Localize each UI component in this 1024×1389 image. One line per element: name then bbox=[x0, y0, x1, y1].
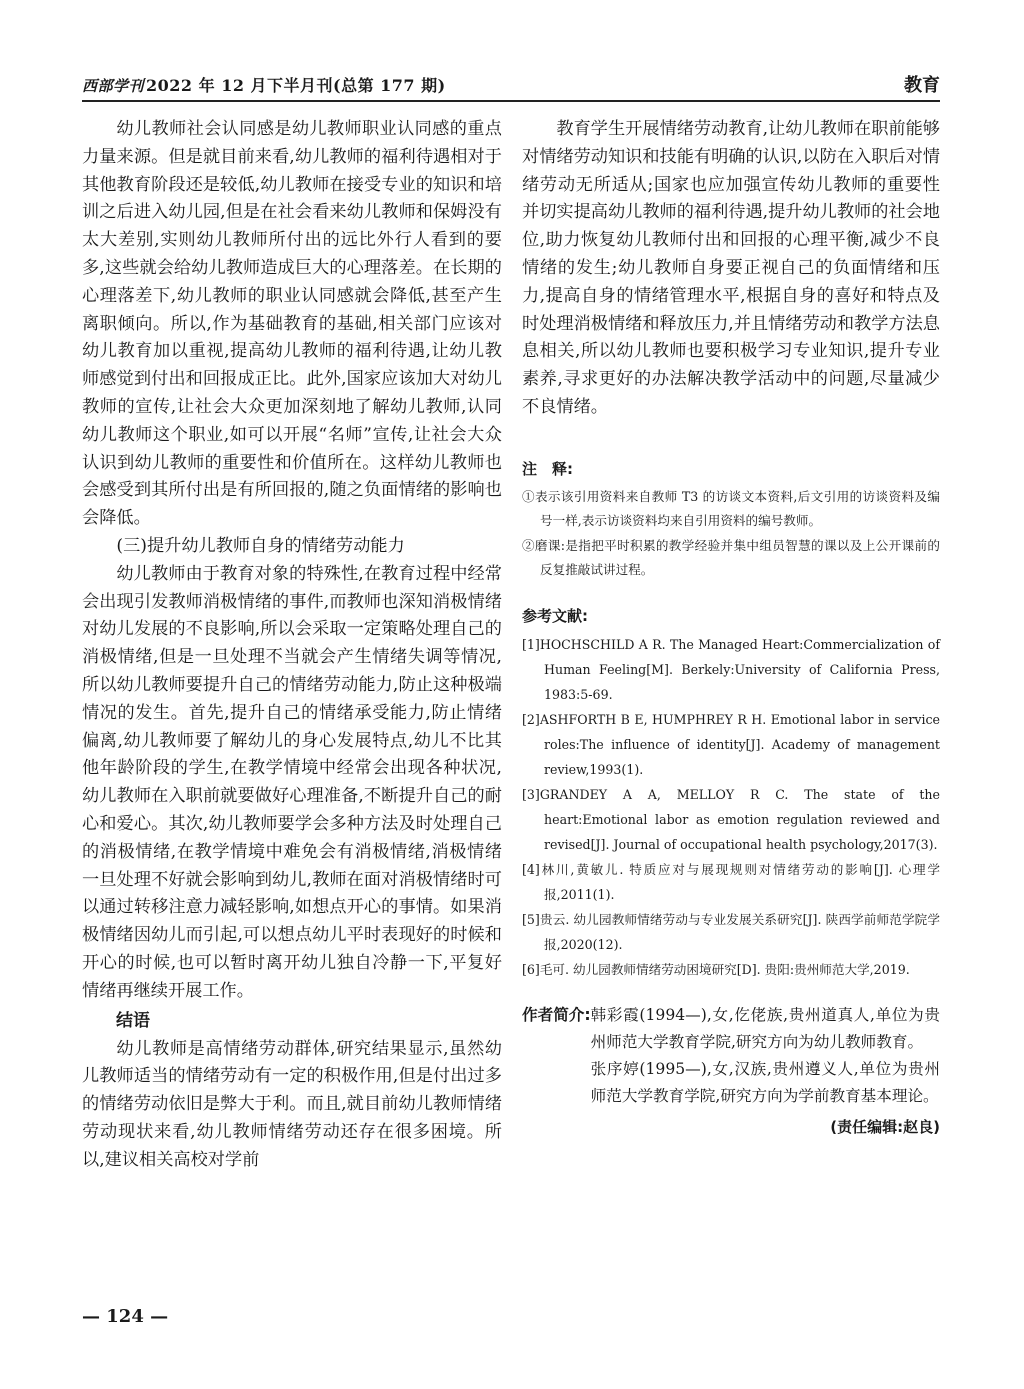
reference-item: [3]GRANDEY A A, MELLOY R C. The state of the heart:Emotional labor as emotion regulation reviewed and revised[J]. Journal of occupational health psychology,2017(3). bbox=[522, 786, 940, 852]
author-entry: 韩彩霞(1994—),女,仡佬族,贵州道真人,单位为贵州师范大学教育学院,研究方向为幼儿教师教育。 bbox=[590, 1005, 940, 1051]
journal-issue bbox=[82, 73, 446, 96]
running-header bbox=[82, 70, 940, 98]
notes-title: 注 释: bbox=[522, 459, 573, 478]
notes-list bbox=[522, 485, 940, 583]
issue-info: 2022 年 12 月下半月刊(总第 177 期) bbox=[146, 75, 446, 95]
page-number: — 124 — bbox=[82, 1306, 169, 1327]
reference-item: [2]ASHFORTH B E, HUMPHREY R H. Emotional labor in service roles:The influence of identity[J]. Academy of management review,1993(1). bbox=[522, 711, 940, 777]
conclusion-heading: 结语 bbox=[116, 1010, 150, 1031]
left-column bbox=[82, 116, 502, 1174]
paragraph: 幼儿教师社会认同感是幼儿教师职业认同感的重点力量来源。但是就目前来看,幼儿教师的福利待遇相对于其他教育阶段还是较低,幼儿教师在接受专业的知识和培训之后进入幼儿园,但是在社会看来幼儿教师和保姆没有太大差别,实则幼儿教师所付出的远比外行人看到的要多,这些就会给幼儿教师造成巨大的心理落差。在长期的心理落差下,幼儿教师的职业认同感就会降低,甚至产生离职倾向。所以,作为基础教育的基础,相关部门应该对幼儿教育加以重视,提高幼儿教师的福利待遇,让幼儿教师感觉到付出和回报成正比。此外,国家应该加大对幼儿教师的宣传,让社会大众更加深刻地了解幼儿教师,认同幼儿教师这个职业,如可以开展“名师”宣传,让社会大众认识到幼儿教师的重要性和价值所在。这样幼儿教师也会感受到其所付出是有所回报的,随之负面情绪的影响也会降低。 bbox=[82, 119, 502, 529]
note-item: ①表示该引用资料来自教师 T3 的访谈文本资料,后文引用的访谈资料及编号一样,表示访谈资料均来自引用资料的编号教师。 bbox=[522, 488, 940, 529]
right-column bbox=[522, 116, 940, 1137]
references-title: 参考文献: bbox=[522, 606, 588, 625]
author-label: 作者简介: bbox=[522, 1005, 591, 1024]
header-rule bbox=[82, 100, 940, 102]
author-text bbox=[591, 1002, 940, 1110]
references-list bbox=[522, 632, 940, 982]
paragraph: 幼儿教师由于教育对象的特殊性,在教育过程中经常会出现引发教师消极情绪的事件,而教师也深知消极情绪对幼儿发展的不良影响,所以会采取一定策略处理自己的消极情绪,但是一旦处理不当就会产生情绪失调等情况,所以幼儿教师要提升自己的情绪劳动能力,防止这种极端情况的发生。首先,提升自己的情绪承受能力,防止情绪偏离,幼儿教师要了解幼儿的身心发展特点,幼儿不比其他年龄阶段的学生,在教学情境中经常会出现各种状况,幼儿教师在入职前就要做好心理准备,不断提升自己的耐心和爱心。其次,幼儿教师要学会多种方法及时处理自己的消极情绪,在教学情境中难免会有消极情绪,消极情绪一旦处理不好就会影响到幼儿,教师在面对消极情绪时可以通过转移注意力减轻影响,如想点开心的事情。如果消极情绪因幼儿而引起,可以想点幼儿平时表现好的时候和开心的时候,也可以暂时离开幼儿独自冷静一下,平复好情绪再继续开展工作。 bbox=[82, 563, 502, 1001]
journal-logo: 西部学刊 bbox=[82, 76, 145, 95]
section-label: 教育 bbox=[904, 75, 940, 96]
note-item: ②磨课:是指把平时积累的教学经验并集中组员智慧的课以及上公开课前的反复推敲试讲过程。 bbox=[522, 537, 940, 578]
reference-item: [5]贵云. 幼儿园教师情绪劳动与专业发展关系研究[J]. 陕西学前师范学院学报,2020(12). bbox=[522, 911, 940, 952]
section-heading: (三)提升幼儿教师自身的情绪劳动能力 bbox=[116, 535, 405, 556]
author-bio bbox=[522, 1002, 940, 1110]
reference-item: [6]毛可. 幼儿园教师情绪劳动困境研究[D]. 贵阳:贵州师范大学,2019. bbox=[522, 961, 910, 977]
reference-item: [1]HOCHSCHILD A R. The Managed Heart:Commercialization of Human Feeling[M]. Berkely:University of California Press, 1983:5-69. bbox=[522, 636, 940, 702]
reference-item: [4]林川,黄敏儿. 特质应对与展现规则对情绪劳动的影响[J]. 心理学报,2011(1). bbox=[522, 861, 940, 902]
paragraph: 教育学生开展情绪劳动教育,让幼儿教师在职前能够对情绪劳动知识和技能有明确的认识,以防在入职后对情绪劳动无所适从;国家也应加强宣传幼儿教师的重要性并切实提高幼儿教师的福利待遇,提升幼儿教师的社会地位,助力恢复幼儿教师付出和回报的心理平衡,减少不良情绪的发生;幼儿教师自身要正视自己的负面情绪和压力,提高自身的情绪管理水平,根据自身的喜好和特点及时处理消极情绪和释放压力,并且情绪劳动和教学方法息息相关,所以幼儿教师也要积极学习专业知识,提升专业素养,寻求更好的办法解决教学活动中的问题,尽量减少不良情绪。 bbox=[522, 119, 940, 417]
responsible-editor: (责任编辑:赵良) bbox=[830, 1117, 940, 1136]
paragraph: 幼儿教师是高情绪劳动群体,研究结果显示,虽然幼儿教师适当的情绪劳动有一定的积极作用,但是付出过多的情绪劳动依旧是弊大于利。而且,就目前幼儿教师情绪劳动现状来看,幼儿教师情绪劳动还存在很多困境。所以,建议相关高校对学前 bbox=[82, 1038, 502, 1170]
author-entry: 张序婷(1995—),女,汉族,贵州遵义人,单位为贵州师范大学教育学院,研究方向为学前教育基本理论。 bbox=[590, 1059, 940, 1105]
